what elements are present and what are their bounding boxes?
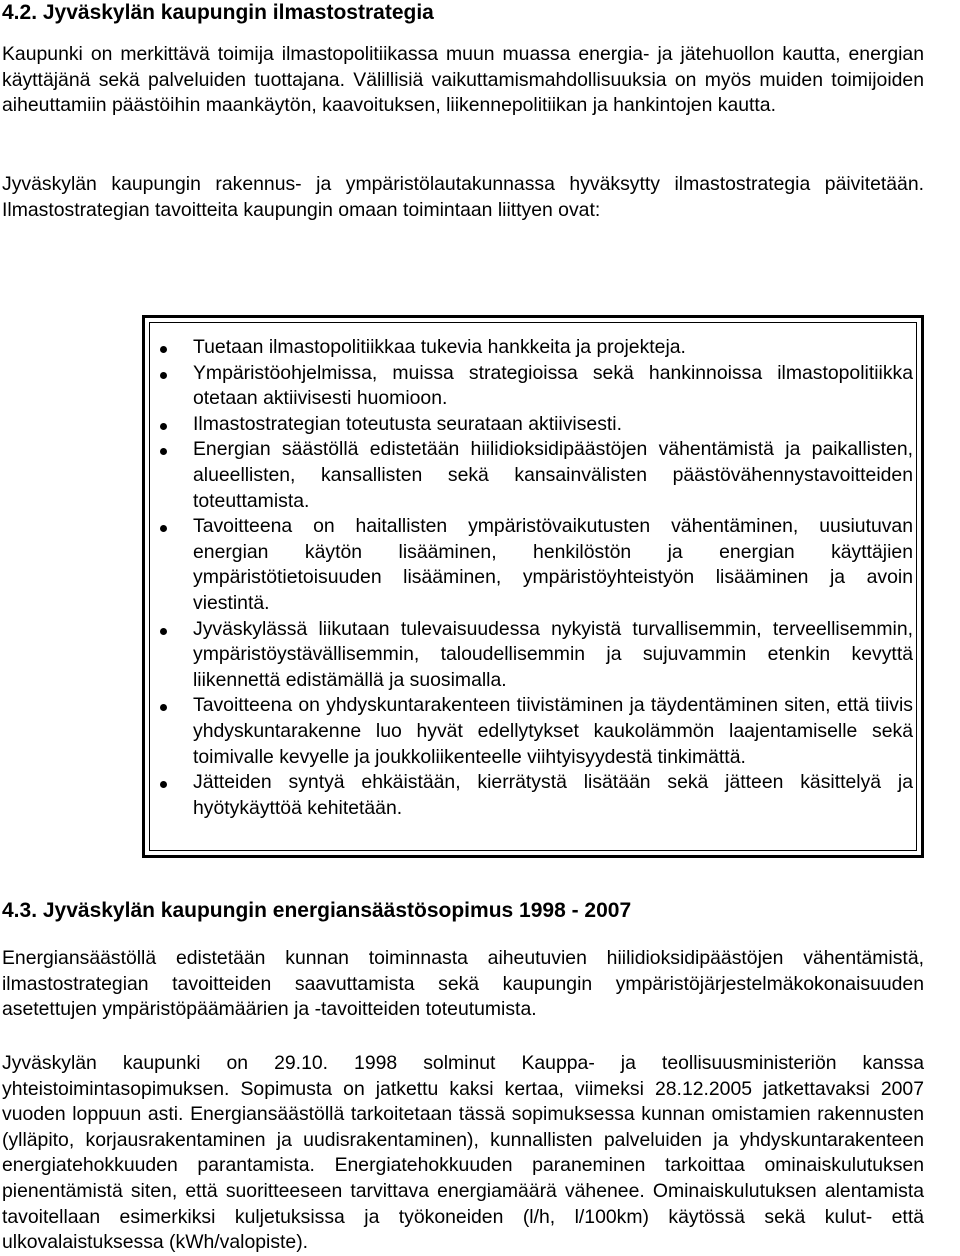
bullet-icon <box>160 346 167 353</box>
goal-text: Tuetaan ilmastopolitiikkaa tukevia hankkeita ja projekteja. <box>193 336 686 358</box>
goal-item <box>193 514 913 616</box>
goal-item <box>193 770 913 821</box>
strategy-goals-box <box>142 315 924 858</box>
bullet-icon <box>160 628 167 635</box>
paragraph-city-role: Kaupunki on merkittävä toimija ilmastopolitiikassa muun muassa energia- ja jätehuollon kautta, energian käyttäjänä sekä palveluiden tuottajana. Välillisiä vaikuttamismahdollisuuksia on myös muiden toimijoiden aiheuttamiin päästöihin maankäytön, kaavoituksen, liikennepolitiikan ja hankintojen kautta. <box>2 43 924 117</box>
goal-text: Ilmastostrategian toteutusta seurataan aktiivisesti. <box>193 412 622 435</box>
bullet-icon <box>160 423 167 430</box>
section-heading-energy-agreement: 4.3. Jyväskylän kaupungin energiansäästösopimus 1998 - 2007 <box>2 899 632 922</box>
paragraph-strategy-update: Jyväskylän kaupungin rakennus- ja ympäristölautakunnassa hyväksytty ilmastostrategia päivitetään. Ilmastostrategian tavoitteita kaupungin omaan toimintaan liittyen ovat: <box>2 173 924 221</box>
goal-text: Tavoitteena on haitallisten ympäristövaikutusten vähentäminen, uusiutuvan energian käytön lisääminen, henkilöstön ja energian käyttäjien ympäristötietoisuuden lisääminen, ympäristöyhteistyön lisääminen ja avoin viestintä. <box>193 515 913 614</box>
goal-item <box>193 617 913 694</box>
goal-item <box>193 437 913 514</box>
goal-text: Energian säästöllä edistetään hiilidioksidipäästöjen vähentämistä ja paikallisten, alueellisten, kansallisten sekä kansainvälisten päästövähennystavoitteiden toteuttamista. <box>193 438 913 512</box>
goal-text: Tavoitteena on yhdyskuntarakenteen tiivistäminen ja täydentäminen siten, että tiivis yhdyskuntarakenne luo hyvät edellytykset kaukolämmön laajentamiselle sekä toimivalle kevyelle ja joukkoliikenteelle viihtyisyydestä tinkimättä. <box>193 694 913 768</box>
strategy-goals-list <box>193 335 913 821</box>
goal-item <box>193 335 913 361</box>
goal-text: Jätteiden syntyä ehkäistään, kierrätystä lisätään sekä jätteen käsittelyä ja hyötykäyttöä kehitetään. <box>193 771 913 819</box>
section-heading-climate-strategy: 4.2. Jyväskylän kaupungin ilmastostrategia <box>2 1 434 24</box>
paragraph-energy-saving-goals: Energiansäästöllä edistetään kunnan toiminnasta aiheutuvien hiilidioksidipäästöjen vähentämistä, ilmastostrategian tavoitteiden saavuttamista sekä kaupungin ympäristöjärjestelmäkokonaisuuden asetettujen ympäristöpäämäärien ja -tavoitteiden toteutumista. <box>2 947 924 1021</box>
paragraph-agreement-details: Jyväskylän kaupunki on 29.10. 1998 solminut Kauppa- ja teollisuusministeriön kanssa yhteistoimintasopimuksen. Sopimusta on jatkettu kaksi kertaa, viimeksi 28.12.2005 jatkettavaksi 2007 vuoden loppuun asti. Energiansäästöllä tarkoitetaan tässä sopimuksessa kunnan omistamien rakennusten (ylläpito, korjausrakentaminen ja uudisrakentaminen), kunnallisten palveluiden ja yhdyskuntarakenteen energiatehokkuuden parantamista. Energiatehokkuuden paraneminen tarkoittaa ominaiskulutuksen pienentämistä siten, että suoritteeseen tarvittava energiamäärä vähenee. Ominaiskulutuksen alentamista tavoitellaan esimerkiksi kuljetuksissa ja työkoneiden (l/h, l/100km) käytössä sekä kulut- että ulkovalaistuksessa (kWh/valopiste). <box>2 1052 924 1254</box>
bullet-icon <box>160 372 167 379</box>
goal-item <box>193 412 913 438</box>
goal-item <box>193 361 913 412</box>
goal-text: Jyväskylässä liikutaan tulevaisuudessa nykyistä turvallisemmin, terveellisemmin, ympäristöystävällisemmin, taloudellisemmin ja sujuvammin etenkin kevyttä liikennettä edistämällä ja suosimalla. <box>193 617 913 691</box>
goal-text: Ympäristöohjelmissa, muissa strategioissa sekä hankinnoissa ilmastopolitiikka otetaan aktiivisesti huomioon. <box>193 361 913 410</box>
goal-item <box>193 693 913 770</box>
